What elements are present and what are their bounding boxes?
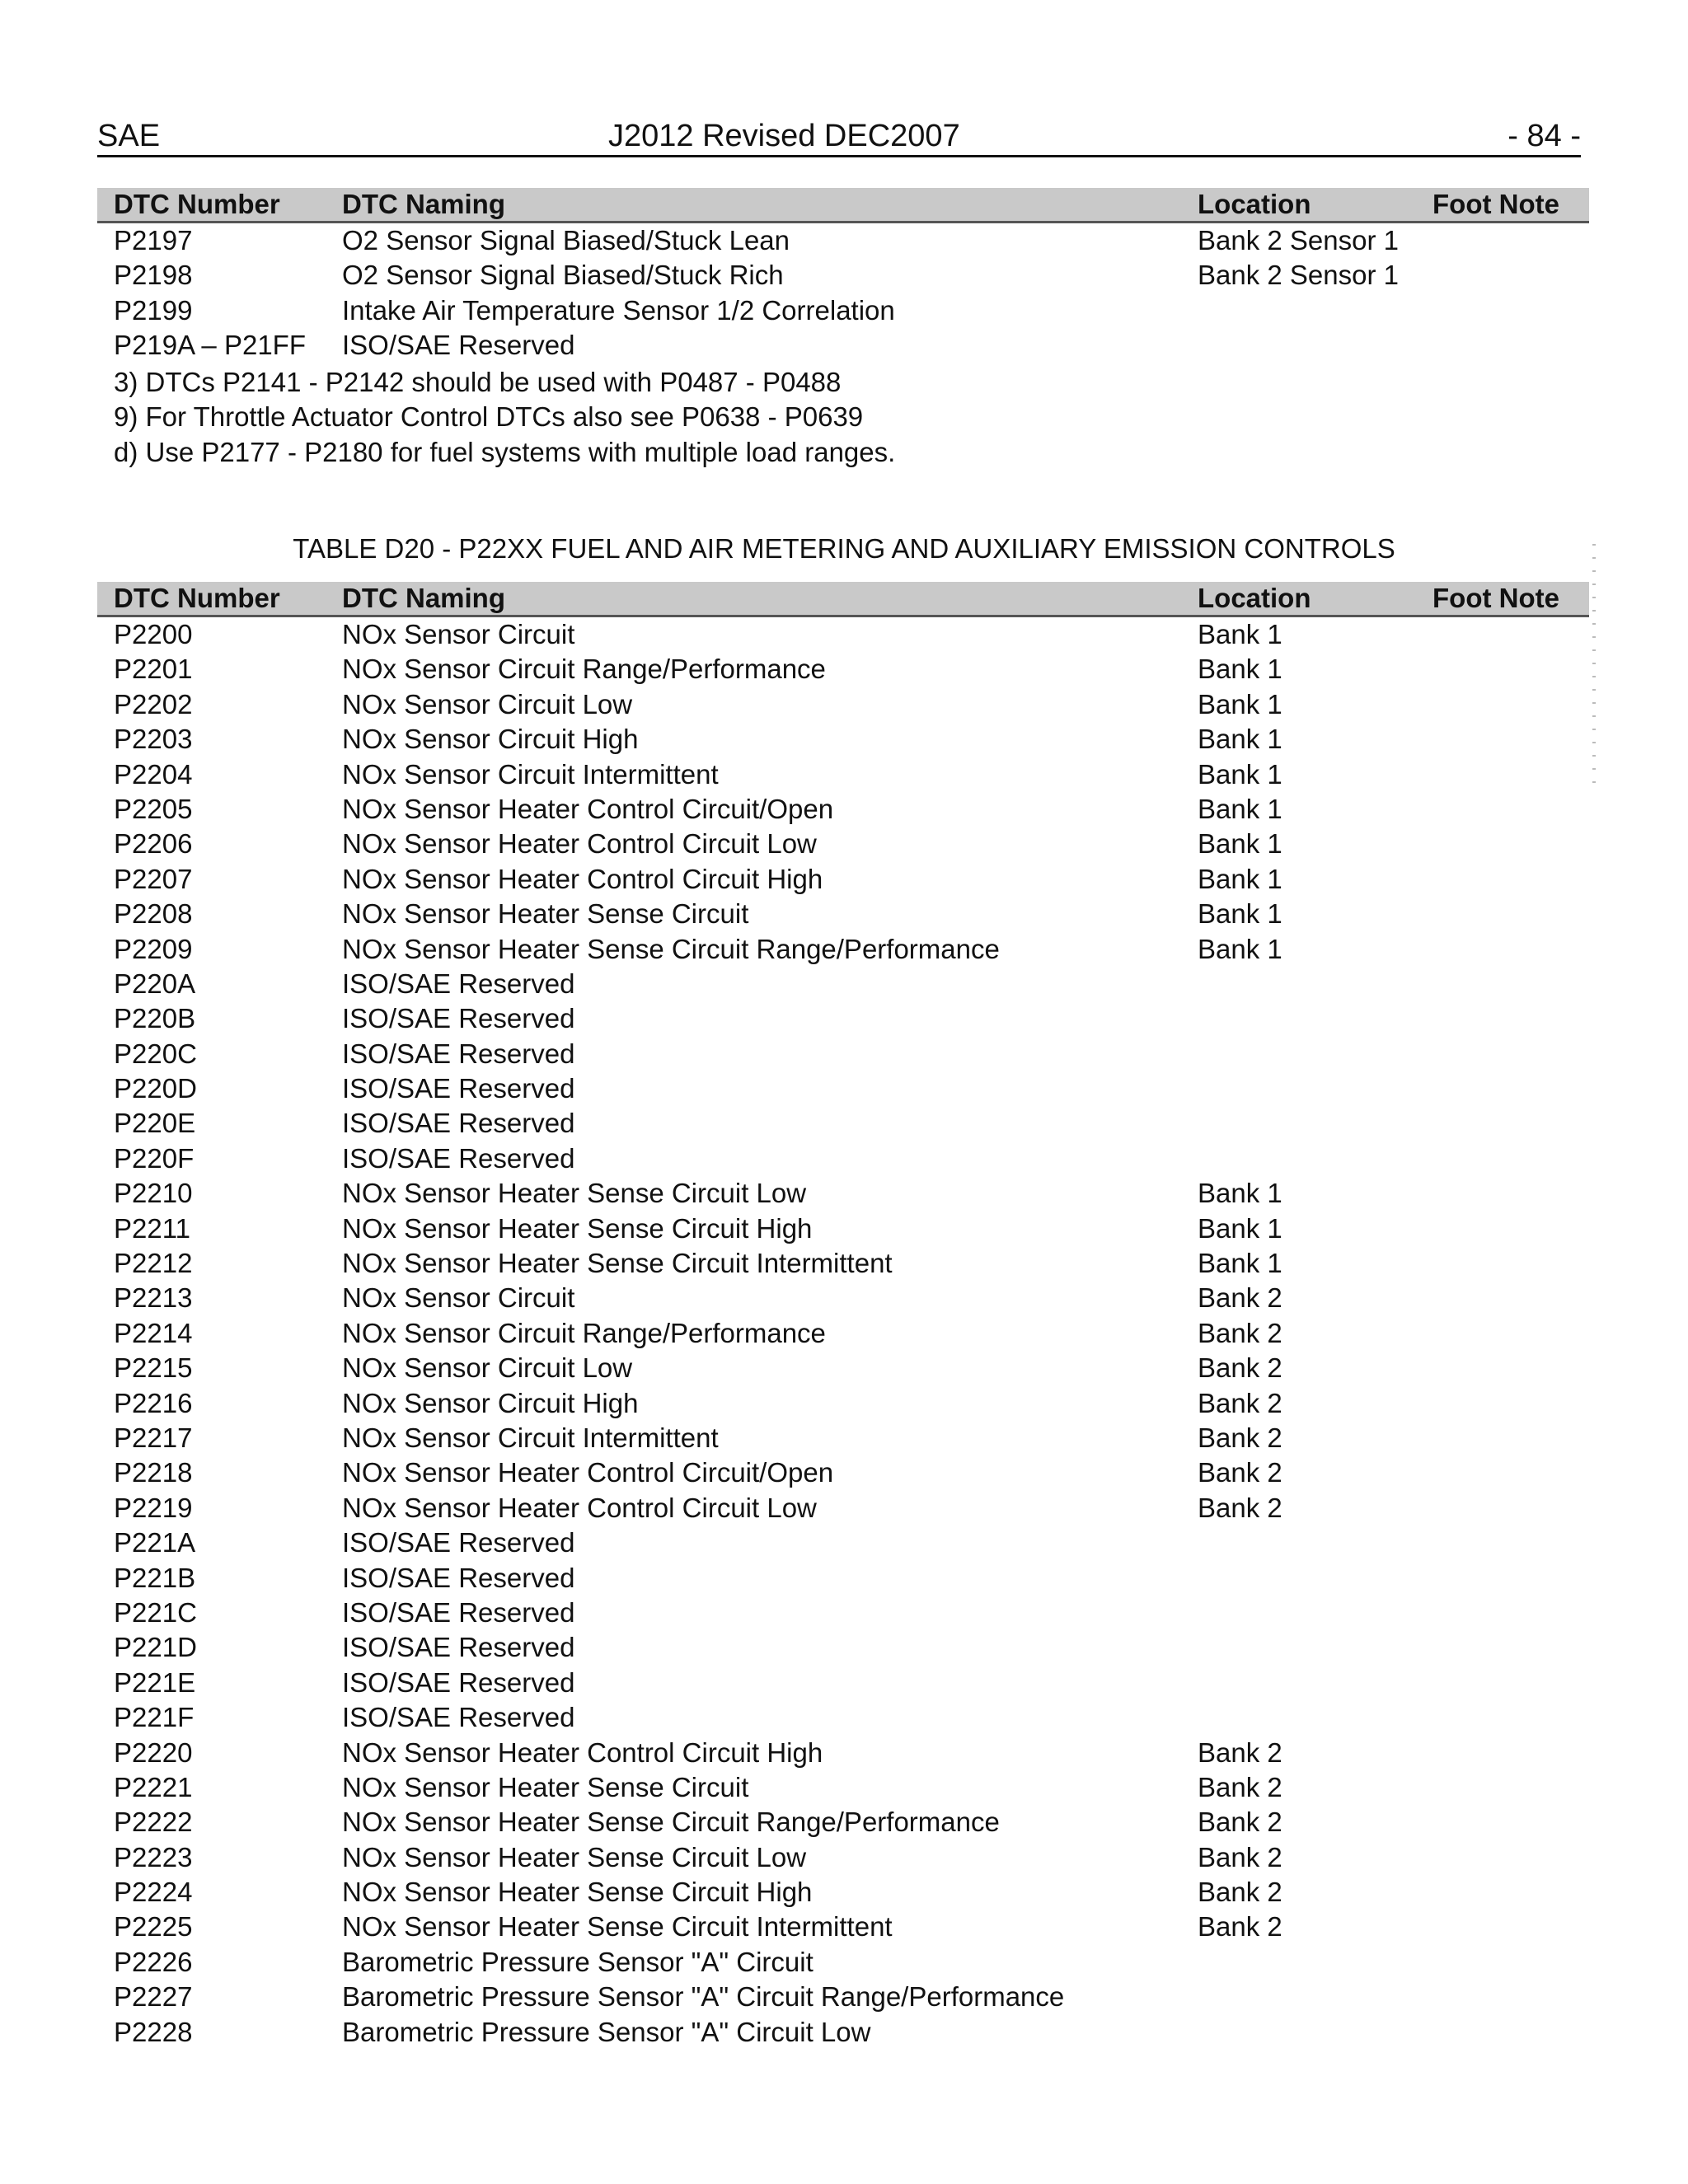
- dtc-location: Bank 1: [1198, 933, 1282, 964]
- dtc-location: Bank 2: [1198, 1736, 1282, 1768]
- table-row: [97, 2015, 1589, 2050]
- header-foot-note: Foot Note: [1432, 583, 1559, 613]
- dtc-name: NOx Sensor Heater Sense Circuit Intermittent: [342, 1911, 893, 1943]
- dtc-code: P2198: [114, 260, 193, 291]
- dtc-location: Bank 1: [1198, 758, 1282, 790]
- dtc-name: Barometric Pressure Sensor "A" Circuit: [342, 1946, 814, 1977]
- dtc-code: P2214: [114, 1317, 193, 1348]
- table-row: [97, 293, 1589, 328]
- dtc-location: Bank 2: [1198, 1282, 1282, 1314]
- dtc-code: P2204: [114, 758, 193, 790]
- dtc-code: P219A – P21FF: [114, 330, 306, 361]
- footnotes: [114, 365, 895, 470]
- header-dtc-naming: DTC Naming: [342, 583, 505, 613]
- table-row: [97, 1596, 1589, 1630]
- table-row: [97, 1770, 1589, 1805]
- dtc-name: O2 Sensor Signal Biased/Stuck Lean: [342, 225, 790, 255]
- table-row: [97, 1037, 1589, 1071]
- dtc-code: P220B: [114, 1003, 196, 1034]
- dtc-name: NOx Sensor Circuit Range/Performance: [342, 654, 826, 685]
- dtc-name: NOx Sensor Circuit High: [342, 1387, 639, 1418]
- dtc-name: NOx Sensor Heater Sense Circuit Range/Performance: [342, 1807, 1000, 1838]
- dtc-code: P2223: [114, 1841, 193, 1872]
- dtc-location: Bank 1: [1198, 863, 1282, 894]
- table-row: [97, 1875, 1589, 1910]
- table2-body: [97, 617, 1589, 2050]
- dtc-name: ISO/SAE Reserved: [342, 1596, 575, 1628]
- table-row: [97, 1246, 1589, 1281]
- dtc-code: P220E: [114, 1108, 196, 1139]
- dtc-location: Bank 2 Sensor 1: [1198, 260, 1399, 291]
- dtc-name: Intake Air Temperature Sensor 1/2 Correlation: [342, 294, 895, 326]
- table-row: [97, 258, 1589, 293]
- table-row: [97, 1212, 1589, 1246]
- dtc-code: P2205: [114, 793, 193, 824]
- dtc-code: P221C: [114, 1596, 197, 1628]
- dtc-code: P2227: [114, 1981, 193, 2013]
- dtc-code: P2217: [114, 1422, 193, 1453]
- dtc-name: Barometric Pressure Sensor "A" Circuit Range/Performance: [342, 1981, 1065, 2013]
- table-row: [97, 1805, 1589, 1840]
- table-row: [97, 1316, 1589, 1351]
- dtc-code: P2208: [114, 898, 193, 930]
- dtc-name: O2 Sensor Signal Biased/Stuck Rich: [342, 260, 784, 291]
- header-location: Location: [1198, 189, 1311, 219]
- table-row: [97, 1455, 1589, 1490]
- dtc-location: Bank 2: [1198, 1877, 1282, 1908]
- header-dtc-number: DTC Number: [114, 583, 280, 613]
- dtc-location: Bank 2: [1198, 1807, 1282, 1838]
- footnote: 9) For Throttle Actuator Control DTCs also see P0638 - P0639: [114, 401, 864, 433]
- dtc-name: NOx Sensor Circuit Low: [342, 1352, 633, 1384]
- page-header: [97, 117, 1581, 157]
- dtc-location: Bank 1: [1198, 898, 1282, 930]
- header-doc-id: J2012 Revised DEC2007: [608, 119, 960, 153]
- dtc-code: P2199: [114, 294, 193, 326]
- table-row: [97, 1141, 1589, 1176]
- footnote: 3) DTCs P2141 - P2142 should be used with P0487 - P0488: [114, 367, 842, 397]
- dtc-code: P2226: [114, 1946, 193, 1977]
- table-row: [97, 722, 1589, 757]
- dtc-name: ISO/SAE Reserved: [342, 1073, 575, 1104]
- dtc-code: P2201: [114, 654, 193, 685]
- dtc-location: Bank 2: [1198, 1771, 1282, 1802]
- dtc-code: P2224: [114, 1877, 193, 1908]
- table-row: [97, 757, 1589, 792]
- dtc-code: P2215: [114, 1352, 193, 1384]
- table-row: [97, 1491, 1589, 1526]
- dtc-code: P2220: [114, 1736, 193, 1768]
- dtc-name: NOx Sensor Circuit Intermittent: [342, 1422, 719, 1453]
- dtc-code: P220A: [114, 968, 196, 999]
- table-title: TABLE D20 - P22XX FUEL AND AIR METERING AND AUXILIARY EMISSION CONTROLS: [293, 533, 1395, 564]
- table-row: [97, 1106, 1589, 1141]
- dtc-name: ISO/SAE Reserved: [342, 330, 575, 361]
- dtc-code: P2218: [114, 1457, 193, 1488]
- dtc-location: Bank 1: [1198, 724, 1282, 755]
- dtc-location: Bank 2 Sensor 1: [1198, 225, 1399, 255]
- dtc-code: P221D: [114, 1632, 197, 1663]
- header-dtc-naming: DTC Naming: [342, 189, 505, 219]
- dtc-code: P2202: [114, 688, 193, 719]
- table-row: [97, 1700, 1589, 1735]
- dtc-name: ISO/SAE Reserved: [342, 968, 575, 999]
- dtc-name: NOx Sensor Heater Control Circuit High: [342, 1736, 823, 1768]
- dtc-code: P221E: [114, 1666, 196, 1698]
- dtc-code: P2207: [114, 863, 193, 894]
- table-row: [97, 792, 1589, 827]
- header-dtc-number: DTC Number: [114, 189, 280, 219]
- dtc-location: Bank 2: [1198, 1492, 1282, 1523]
- table-row: [97, 1945, 1589, 1980]
- dtc-name: ISO/SAE Reserved: [342, 1632, 575, 1663]
- dtc-code: P2212: [114, 1248, 193, 1279]
- table-row: [97, 223, 1589, 258]
- dtc-name: NOx Sensor Heater Sense Circuit: [342, 898, 749, 930]
- table-row: [97, 1736, 1589, 1770]
- table-row: [97, 687, 1589, 722]
- table-row: [97, 932, 1589, 967]
- dtc-location: Bank 1: [1198, 654, 1282, 685]
- table-row: [97, 1281, 1589, 1315]
- dtc-location: Bank 1: [1198, 619, 1282, 649]
- page-number: - 84 -: [1507, 119, 1581, 153]
- dtc-location: Bank 2: [1198, 1352, 1282, 1384]
- dtc-name: NOx Sensor Circuit Intermittent: [342, 758, 719, 790]
- dtc-name: ISO/SAE Reserved: [342, 1003, 575, 1034]
- table-row: [97, 1526, 1589, 1560]
- dtc-name: ISO/SAE Reserved: [342, 1527, 575, 1558]
- dtc-location: Bank 1: [1198, 1248, 1282, 1279]
- dtc-location: Bank 2: [1198, 1911, 1282, 1943]
- table-row: [97, 1001, 1589, 1036]
- table-row: [97, 1561, 1589, 1596]
- dtc-name: NOx Sensor Heater Control Circuit/Open: [342, 793, 834, 824]
- dtc-name: NOx Sensor Heater Control Circuit Low: [342, 828, 817, 860]
- dtc-location: Bank 2: [1198, 1422, 1282, 1453]
- dtc-name: Barometric Pressure Sensor "A" Circuit Low: [342, 2016, 871, 2047]
- table2-header: [97, 582, 1589, 617]
- dtc-code: P220F: [114, 1142, 195, 1174]
- dtc-name: NOx Sensor Heater Sense Circuit High: [342, 1212, 813, 1244]
- dtc-code: P2209: [114, 933, 193, 964]
- table-row: [97, 862, 1589, 897]
- dtc-name: NOx Sensor Circuit Low: [342, 688, 633, 719]
- dtc-code: P220D: [114, 1073, 197, 1104]
- header-foot-note: Foot Note: [1432, 189, 1559, 219]
- table-row: [97, 1421, 1589, 1455]
- table-row: [97, 1071, 1589, 1106]
- table-row: [97, 328, 1589, 363]
- dtc-name: ISO/SAE Reserved: [342, 1038, 575, 1069]
- scan-margin-marks: [1592, 544, 1596, 791]
- dtc-code: P221B: [114, 1562, 196, 1593]
- header-org: SAE: [97, 119, 161, 153]
- dtc-location: Bank 1: [1198, 1212, 1282, 1244]
- dtc-code: P221A: [114, 1527, 196, 1558]
- dtc-name: NOx Sensor Heater Control Circuit Low: [342, 1492, 817, 1523]
- dtc-name: NOx Sensor Heater Sense Circuit Low: [342, 1178, 807, 1209]
- dtc-location: Bank 2: [1198, 1387, 1282, 1418]
- table1-header: [97, 188, 1589, 223]
- dtc-name: NOx Sensor Circuit High: [342, 724, 639, 755]
- dtc-location: Bank 1: [1198, 828, 1282, 860]
- dtc-code: P221F: [114, 1702, 195, 1733]
- dtc-code: P2216: [114, 1387, 193, 1418]
- dtc-location: Bank 2: [1198, 1841, 1282, 1872]
- dtc-code: P2222: [114, 1807, 193, 1838]
- table-row: [97, 1386, 1589, 1421]
- dtc-name: NOx Sensor Circuit: [342, 619, 575, 649]
- dtc-name: NOx Sensor Circuit Range/Performance: [342, 1317, 826, 1348]
- dtc-location: Bank 2: [1198, 1317, 1282, 1348]
- header-location: Location: [1198, 583, 1311, 613]
- dtc-name: NOx Sensor Circuit: [342, 1282, 575, 1314]
- table-row: [97, 1910, 1589, 1944]
- dtc-name: ISO/SAE Reserved: [342, 1562, 575, 1593]
- dtc-code: P2203: [114, 724, 193, 755]
- dtc-code: P2228: [114, 2016, 193, 2047]
- dtc-code: P2221: [114, 1771, 193, 1802]
- dtc-code: P2219: [114, 1492, 193, 1523]
- table-row: [97, 1840, 1589, 1875]
- dtc-name: NOx Sensor Heater Sense Circuit Range/Performance: [342, 933, 1000, 964]
- table-row: [97, 652, 1589, 687]
- dtc-code: P220C: [114, 1038, 197, 1069]
- table-row: [97, 1351, 1589, 1385]
- dtc-name: ISO/SAE Reserved: [342, 1142, 575, 1174]
- dtc-name: ISO/SAE Reserved: [342, 1666, 575, 1698]
- dtc-location: Bank 1: [1198, 793, 1282, 824]
- dtc-name: ISO/SAE Reserved: [342, 1108, 575, 1139]
- dtc-name: NOx Sensor Heater Sense Circuit: [342, 1771, 749, 1802]
- dtc-name: ISO/SAE Reserved: [342, 1702, 575, 1733]
- dtc-location: Bank 1: [1198, 1178, 1282, 1209]
- table-row: [97, 897, 1589, 931]
- dtc-location: Bank 1: [1198, 688, 1282, 719]
- dtc-code: P2225: [114, 1911, 193, 1943]
- dtc-code: P2197: [114, 225, 193, 255]
- dtc-code: P2206: [114, 828, 193, 860]
- table-row: [97, 1630, 1589, 1665]
- dtc-name: NOx Sensor Heater Control Circuit High: [342, 863, 823, 894]
- table-row: [97, 967, 1589, 1001]
- dtc-name: NOx Sensor Heater Sense Circuit High: [342, 1877, 813, 1908]
- dtc-code: P2211: [114, 1212, 190, 1244]
- table-row: [97, 617, 1589, 652]
- dtc-name: NOx Sensor Heater Control Circuit/Open: [342, 1457, 834, 1488]
- table-row: [97, 1980, 1589, 2014]
- table-row: [97, 1666, 1589, 1700]
- dtc-code: P2200: [114, 619, 193, 649]
- dtc-name: NOx Sensor Heater Sense Circuit Intermittent: [342, 1248, 893, 1279]
- table-row: [97, 827, 1589, 861]
- table1-body: [97, 223, 1589, 363]
- dtc-name: NOx Sensor Heater Sense Circuit Low: [342, 1841, 807, 1872]
- dtc-code: P2213: [114, 1282, 193, 1314]
- table-row: [97, 1176, 1589, 1211]
- dtc-location: Bank 2: [1198, 1457, 1282, 1488]
- dtc-code: P2210: [114, 1178, 193, 1209]
- footnote: d) Use P2177 - P2180 for fuel systems with multiple load ranges.: [114, 436, 896, 467]
